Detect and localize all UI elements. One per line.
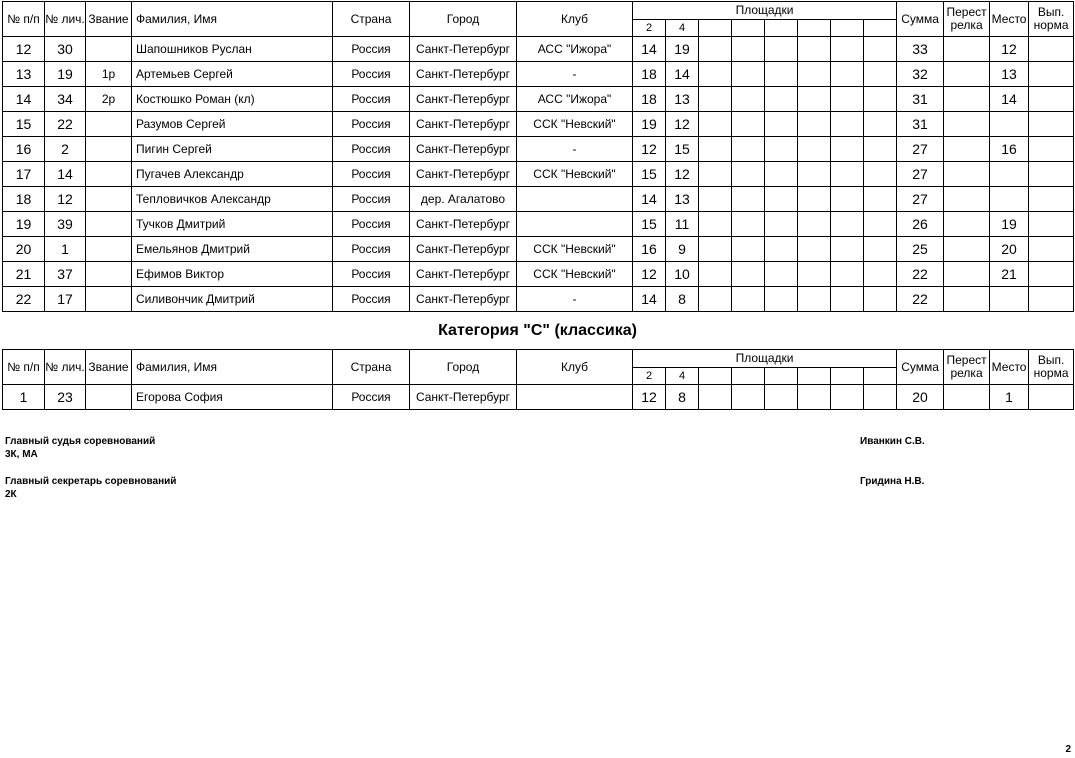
row-platform-empty [732,37,765,62]
row-platform-empty [864,187,897,212]
row-city: Санкт-Петербург [410,287,517,312]
row-shootoff [944,262,990,287]
row-rank: 2р [86,87,132,112]
header-platform-empty [864,368,897,385]
row-platform-empty [699,385,732,410]
row-country: Россия [333,262,410,287]
row-platform-empty [732,62,765,87]
row-platform-empty [765,137,798,162]
row-city: Санкт-Петербург [410,237,517,262]
table-row [3,287,1074,312]
row-platform-2: 18 [633,87,666,112]
header-shootoff: Перест релка [944,350,990,385]
row-no: 22 [3,287,45,312]
row-shootoff [944,287,990,312]
row-platform-4: 8 [666,385,699,410]
row-platform-empty [831,137,864,162]
secretary-block [5,475,176,501]
row-platform-empty [798,62,831,87]
row-platform-empty [798,212,831,237]
row-shootoff [944,87,990,112]
secretary-title: Главный секретарь соревнований [5,476,177,487]
row-lic: 22 [45,112,86,137]
row-norm [1029,262,1074,287]
row-rank [86,262,132,287]
row-platform-empty [699,37,732,62]
row-platform-empty [864,37,897,62]
row-rank [86,137,132,162]
header-platform-2: 2 [633,368,666,385]
row-platform-empty [699,212,732,237]
row-platform-4: 11 [666,212,699,237]
row-place: 13 [990,62,1029,87]
header-sum: Сумма [897,2,944,37]
row-platform-empty [732,262,765,287]
header-platforms: Площадки [633,350,897,368]
table-row [3,262,1074,287]
row-no: 15 [3,112,45,137]
row-platform-2: 14 [633,287,666,312]
row-platform-empty [831,112,864,137]
row-platform-empty [765,385,798,410]
row-country: Россия [333,385,410,410]
row-name: Пигин Сергей [132,137,333,162]
row-platform-empty [831,187,864,212]
row-platform-2: 19 [633,112,666,137]
header-country: Страна [333,2,410,37]
row-platform-empty [765,237,798,262]
row-no: 17 [3,162,45,187]
row-platform-empty [798,237,831,262]
row-norm [1029,287,1074,312]
secretary-name: Гридина Н.В. [860,476,925,487]
header-shootoff: Перест релка [944,2,990,37]
row-city: Санкт-Петербург [410,162,517,187]
row-country: Россия [333,37,410,62]
row-platform-empty [699,87,732,112]
row-platform-empty [699,162,732,187]
row-platform-empty [831,62,864,87]
row-rank [86,212,132,237]
row-platform-empty [831,287,864,312]
row-shootoff [944,137,990,162]
results-body-main [3,37,1074,312]
row-platform-empty [699,187,732,212]
row-lic: 12 [45,187,86,212]
row-city: Санкт-Петербург [410,37,517,62]
row-country: Россия [333,212,410,237]
row-club [517,385,633,410]
row-platform-empty [765,62,798,87]
row-platform-4: 9 [666,237,699,262]
row-rank [86,187,132,212]
header-platform-4: 4 [666,20,699,37]
row-place: 14 [990,87,1029,112]
row-platform-empty [732,385,765,410]
row-club: ССК "Невский" [517,112,633,137]
row-country: Россия [333,237,410,262]
row-name: Емельянов Дмитрий [132,237,333,262]
secretary-category: 2К [5,489,17,500]
row-platform-empty [831,87,864,112]
row-lic: 23 [45,385,86,410]
row-sum: 33 [897,37,944,62]
row-rank [86,237,132,262]
row-city: дер. Агалатово [410,187,517,212]
header-name: Фамилия, Имя [132,350,333,385]
header-platform-empty [831,20,864,37]
row-platform-empty [798,385,831,410]
row-country: Россия [333,187,410,212]
table-row [3,112,1074,137]
row-platform-empty [699,287,732,312]
row-shootoff [944,187,990,212]
header-no: № п/п [3,2,45,37]
row-platform-empty [864,137,897,162]
row-club: АСС "Ижора" [517,87,633,112]
row-platform-empty [798,37,831,62]
row-norm [1029,37,1074,62]
row-platform-empty [732,112,765,137]
row-platform-empty [798,112,831,137]
row-norm [1029,162,1074,187]
row-sum: 25 [897,237,944,262]
row-platform-empty [864,112,897,137]
row-name: Пугачев Александр [132,162,333,187]
row-place: 20 [990,237,1029,262]
row-country: Россия [333,162,410,187]
row-platform-empty [831,237,864,262]
header-lic: № лич. [45,2,86,37]
row-shootoff [944,62,990,87]
row-platform-empty [732,162,765,187]
row-platform-empty [831,385,864,410]
row-lic: 19 [45,62,86,87]
row-no: 18 [3,187,45,212]
row-platform-empty [831,212,864,237]
row-club: - [517,287,633,312]
table-row [3,212,1074,237]
row-platform-2: 18 [633,62,666,87]
row-shootoff [944,212,990,237]
row-name: Ефимов Виктор [132,262,333,287]
row-club [517,187,633,212]
row-city: Санкт-Петербург [410,212,517,237]
row-country: Россия [333,137,410,162]
row-place [990,162,1029,187]
row-platform-empty [765,162,798,187]
header-sum: Сумма [897,350,944,385]
row-norm [1029,112,1074,137]
row-name: Шапошников Руслан [132,37,333,62]
row-rank [86,112,132,137]
row-country: Россия [333,62,410,87]
row-sum: 26 [897,212,944,237]
row-platform-2: 14 [633,187,666,212]
row-no: 20 [3,237,45,262]
header-platform-4: 4 [666,368,699,385]
row-club: - [517,62,633,87]
header-platform-empty [699,368,732,385]
row-lic: 1 [45,237,86,262]
row-platform-empty [732,212,765,237]
header-lic: № лич. [45,350,86,385]
row-place: 19 [990,212,1029,237]
row-platform-empty [732,237,765,262]
row-country: Россия [333,287,410,312]
row-lic: 39 [45,212,86,237]
row-no: 12 [3,37,45,62]
row-platform-4: 12 [666,112,699,137]
row-norm [1029,237,1074,262]
row-platform-empty [699,62,732,87]
row-platform-4: 13 [666,87,699,112]
header-platform-empty [699,20,732,37]
table-row [3,87,1074,112]
row-platform-2: 12 [633,137,666,162]
row-sum: 27 [897,187,944,212]
row-norm [1029,137,1074,162]
row-platform-empty [798,87,831,112]
row-club: - [517,137,633,162]
row-norm [1029,187,1074,212]
row-platform-empty [864,262,897,287]
row-no: 14 [3,87,45,112]
row-shootoff [944,162,990,187]
row-platform-empty [765,87,798,112]
row-lic: 17 [45,287,86,312]
row-club: ССК "Невский" [517,262,633,287]
row-sum: 22 [897,287,944,312]
row-platform-empty [864,385,897,410]
row-platform-4: 8 [666,287,699,312]
header-norm: Вып. норма [1029,2,1074,37]
header-platform-2: 2 [633,20,666,37]
judge-block [5,435,155,461]
table-row [3,137,1074,162]
row-name: Силивончик Дмитрий [132,287,333,312]
row-platform-4: 10 [666,262,699,287]
row-no: 1 [3,385,45,410]
row-lic: 14 [45,162,86,187]
row-no: 13 [3,62,45,87]
header-city: Город [410,2,517,37]
header-club: Клуб [517,2,633,37]
row-shootoff [944,112,990,137]
row-club [517,212,633,237]
table-row [3,62,1074,87]
row-name: Артемьев Сергей [132,62,333,87]
row-rank [86,385,132,410]
header-platform-empty [864,20,897,37]
row-norm [1029,87,1074,112]
row-name: Егорова София [132,385,333,410]
row-city: Санкт-Петербург [410,112,517,137]
row-platform-empty [831,37,864,62]
row-sum: 27 [897,162,944,187]
row-place: 12 [990,37,1029,62]
row-platform-4: 12 [666,162,699,187]
table-row [3,237,1074,262]
category-title: Категория "С" (классика) [438,322,637,339]
row-sum: 32 [897,62,944,87]
row-no: 16 [3,137,45,162]
row-platform-2: 12 [633,262,666,287]
row-platform-empty [699,137,732,162]
header-platform-empty [765,368,798,385]
header-city: Город [410,350,517,385]
header-country: Страна [333,350,410,385]
row-place: 21 [990,262,1029,287]
row-country: Россия [333,112,410,137]
header-norm: Вып. норма [1029,350,1074,385]
row-platform-empty [864,287,897,312]
row-place [990,112,1029,137]
row-platform-2: 15 [633,212,666,237]
row-city: Санкт-Петербург [410,385,517,410]
row-lic: 2 [45,137,86,162]
row-country: Россия [333,87,410,112]
row-platform-empty [798,287,831,312]
row-lic: 34 [45,87,86,112]
row-club: ССК "Невский" [517,162,633,187]
header-name: Фамилия, Имя [132,2,333,37]
row-platform-empty [765,287,798,312]
row-platform-empty [798,262,831,287]
row-platform-empty [732,187,765,212]
row-sum: 31 [897,87,944,112]
row-lic: 30 [45,37,86,62]
judge-title: Главный судья соревнований [5,436,156,447]
row-name: Разумов Сергей [132,112,333,137]
header-rank: Звание [86,350,132,385]
row-no: 19 [3,212,45,237]
row-platform-4: 19 [666,37,699,62]
judge-name: Иванкин С.В. [860,436,925,447]
row-platform-empty [699,112,732,137]
row-shootoff [944,385,990,410]
page-number: 2 [1065,744,1071,755]
row-shootoff [944,237,990,262]
row-platform-empty [864,162,897,187]
row-shootoff [944,37,990,62]
row-platform-empty [765,212,798,237]
row-club: АСС "Ижора" [517,37,633,62]
header-place: Место [990,2,1029,37]
results-table-main [2,1,1074,312]
row-platform-empty [798,162,831,187]
row-platform-2: 14 [633,37,666,62]
row-platform-empty [732,287,765,312]
row-platform-empty [732,87,765,112]
header-place: Место [990,350,1029,385]
row-platform-empty [831,162,864,187]
header-platforms: Площадки [633,2,897,20]
row-platform-empty [765,262,798,287]
row-name: Тучков Дмитрий [132,212,333,237]
row-city: Санкт-Петербург [410,262,517,287]
row-lic: 37 [45,262,86,287]
row-place: 1 [990,385,1029,410]
table-row [3,385,1074,410]
row-platform-empty [699,237,732,262]
table-row [3,187,1074,212]
row-club: ССК "Невский" [517,237,633,262]
table-row [3,37,1074,62]
row-platform-empty [798,187,831,212]
row-platform-empty [864,87,897,112]
row-name: Костюшко Роман (кл) [132,87,333,112]
header-club: Клуб [517,350,633,385]
row-rank [86,37,132,62]
row-platform-empty [765,37,798,62]
row-name: Тепловичков Александр [132,187,333,212]
judge-category: 3К, МА [5,449,38,460]
table-row [3,162,1074,187]
row-city: Санкт-Петербург [410,62,517,87]
row-no: 21 [3,262,45,287]
row-place: 16 [990,137,1029,162]
results-body-category-c [3,385,1074,410]
row-platform-empty [699,262,732,287]
row-place [990,287,1029,312]
header-platform-empty [732,20,765,37]
row-city: Санкт-Петербург [410,137,517,162]
row-rank [86,162,132,187]
row-platform-2: 16 [633,237,666,262]
row-rank: 1р [86,62,132,87]
header-rank: Звание [86,2,132,37]
row-platform-empty [864,237,897,262]
row-sum: 20 [897,385,944,410]
row-rank [86,287,132,312]
row-platform-4: 14 [666,62,699,87]
row-platform-empty [732,137,765,162]
row-platform-2: 15 [633,162,666,187]
row-platform-empty [798,137,831,162]
header-platform-empty [798,368,831,385]
results-table-category-c [2,349,1074,410]
row-platform-2: 12 [633,385,666,410]
row-platform-4: 13 [666,187,699,212]
row-platform-empty [864,212,897,237]
row-sum: 22 [897,262,944,287]
row-norm [1029,212,1074,237]
row-platform-empty [831,262,864,287]
row-sum: 27 [897,137,944,162]
header-platform-empty [765,20,798,37]
row-platform-empty [864,62,897,87]
row-city: Санкт-Петербург [410,87,517,112]
header-platform-empty [732,368,765,385]
row-sum: 31 [897,112,944,137]
row-platform-4: 15 [666,137,699,162]
row-norm [1029,62,1074,87]
row-place [990,187,1029,212]
row-platform-empty [765,112,798,137]
header-no: № п/п [3,350,45,385]
row-platform-empty [765,187,798,212]
row-norm [1029,385,1074,410]
header-platform-empty [798,20,831,37]
header-platform-empty [831,368,864,385]
